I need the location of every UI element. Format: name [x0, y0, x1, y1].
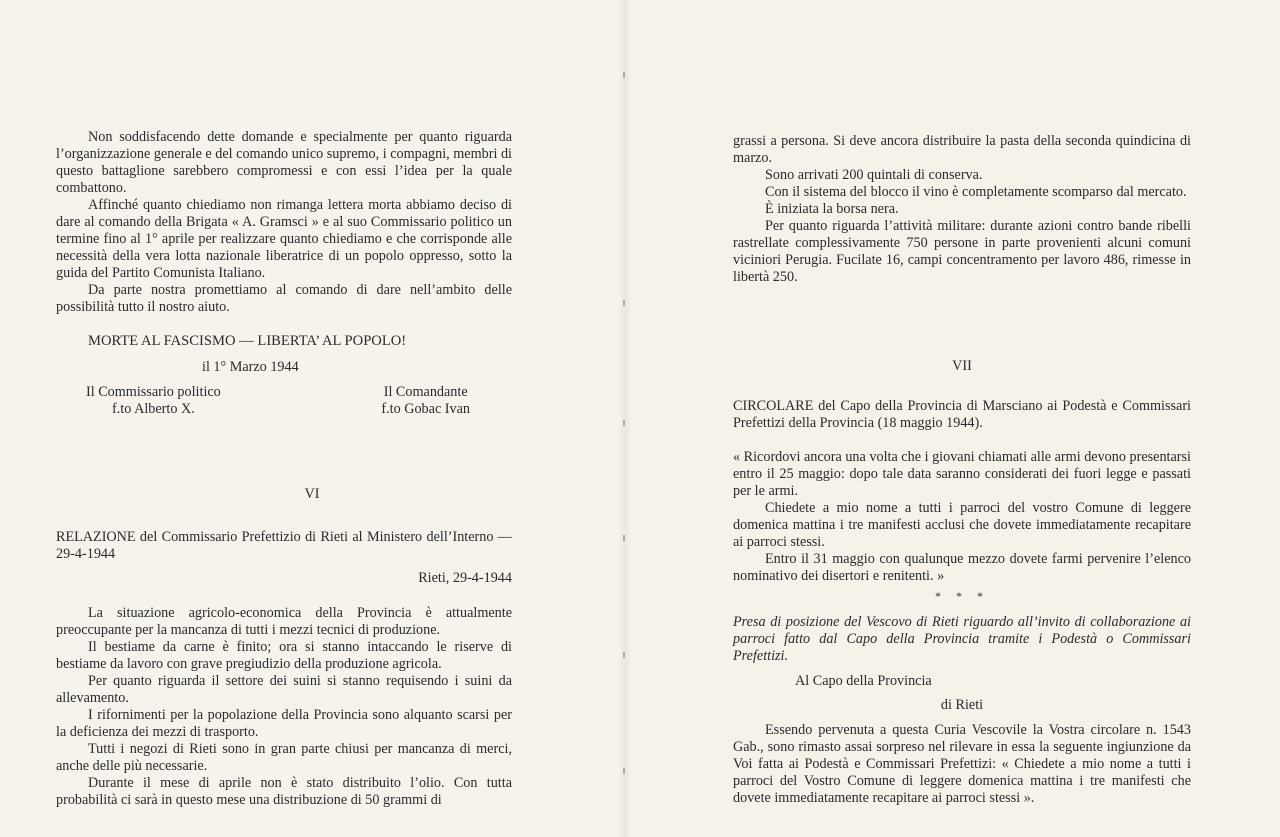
- section-heading: RELAZIONE del Commissario Prefettizio di Rieti al Ministero dell’Interno — 29-4-1944: [56, 529, 512, 562]
- scan-mark: [623, 300, 625, 306]
- motto: MORTE AL FASCISMO — LIBERTA’ AL POPOLO!: [88, 333, 407, 349]
- section-heading: CIRCOLARE del Capo della Provincia di Marsciano ai Podestà e Commissari Prefettizi della Provincia (18 maggio 1944).: [733, 398, 1191, 431]
- paragraph: È iniziata la borsa nera.: [765, 201, 899, 217]
- paragraph: Da parte nostra promettiamo al comando di dare nell’ambito delle possibilità tutto il nostro aiuto.: [56, 282, 512, 315]
- signatures: [56, 384, 512, 418]
- letter-date: il 1° Marzo 1944: [202, 359, 299, 375]
- quoted-paragraph: « Ricordovi ancora una volta che i giovani chiamati alle armi devono presentarsi entro il 25 maggio: dopo tale data saranno considerati dei fuori legge e passati per le armi.: [733, 449, 1191, 499]
- section-number: VI: [304, 486, 320, 502]
- paragraph: Per quanto riguarda il settore dei suini si stanno requisendo i suini da allevamento.: [56, 673, 512, 706]
- scan-mark: [623, 72, 625, 78]
- scan-mark: [623, 535, 625, 541]
- signature-title: Il Commissario politico: [86, 384, 221, 400]
- quoted-paragraph: Entro il 31 maggio con qualunque mezzo dovete farmi pervenire l’elenco nominativo dei disertori e renitenti. »: [733, 551, 1191, 584]
- section-number: VII: [952, 358, 972, 374]
- paragraph: Con il sistema del blocco il vino è completamente scomparso dal mercato.: [765, 184, 1187, 200]
- addressee-city: di Rieti: [940, 697, 984, 713]
- paragraph: Durante il mese di aprile non è stato distribuito l’olio. Con tutta probabilità ci sarà in questo mese una distribuzione di 50 grammi di: [56, 775, 512, 808]
- signature-title: Il Comandante: [383, 384, 468, 400]
- place-date: Rieti, 29-4-1944: [418, 570, 512, 586]
- paragraph: I rifornimenti per la popolazione della Provincia sono alquanto scarsi per la deficienza dei mezzi di trasporto.: [56, 707, 512, 740]
- paragraph: Essendo pervenuta a questa Curia Vescovile la Vostra circolare n. 1543 Gab., sono rimasto assai sorpreso nel rilevare in essa la seguente ingiunzione da Voi fatta ai Podestà e Commissari Prefettizi: « Chiedete a mio nome a tutti i parroci del Vostro Comune di leggere domenica mattina i tre manifesti che dovete immediatamente recapitare ai parroci stessi ».: [733, 722, 1191, 806]
- paragraph: La situazione agricolo-economica della Provincia è attualmente preoccupante per la mancanza di tutti i mezzi tecnici di produzione.: [56, 605, 512, 638]
- scan-mark: [623, 652, 625, 658]
- paragraph: Tutti i negozi di Rieti sono in gran parte chiusi per mancanza di merci, anche delle più necessarie.: [56, 741, 512, 774]
- right-text-column: [733, 133, 1191, 807]
- paragraph: Per quanto riguarda l’attività militare: durante azioni contro bande ribelli rastrellate complessivamente 750 persone in parte provenienti alcuni comuni viciniori Perugia. Fucilate 16, campi concentramento per lavoro 486, rimesse in libertà 250.: [733, 218, 1191, 285]
- quoted-paragraph: Chiedete a mio nome a tutti i parroci del vostro Comune di leggere domenica mattina i tre manifesti acclusi che dovete immediatamente recapitare ai parroci stessi.: [733, 500, 1191, 550]
- book-gutter: [618, 0, 632, 837]
- scan-mark: [623, 420, 625, 426]
- scan-mark: [623, 768, 625, 774]
- right-page: [640, 0, 1280, 837]
- signature-commissar: [86, 384, 221, 418]
- signature-name: f.to Alberto X.: [112, 401, 195, 417]
- paragraph: Sono arrivati 200 quintali di conserva.: [765, 167, 983, 183]
- paragraph: Non soddisfacendo dette domande e specialmente per quanto riguarda l’organizzazione generale e del comando unico supremo, i compagni, membri di questo battaglione sarebbero compromessi e con essi l’idea per la quale combattono.: [56, 129, 512, 196]
- italic-note: Presa di posizione del Vescovo di Rieti riguardo all’invito di collaborazione ai parroci fatto dal Capo della Provincia tramite i Podestà o Commissari Prefettizi.: [733, 614, 1191, 664]
- paragraph: grassi a persona. Si deve ancora distribuire la pasta della seconda quindicina di marzo.: [733, 133, 1191, 166]
- paragraph: Affinché quanto chiediamo non rimanga lettera morta abbiamo deciso di dare al comando della Brigata « A. Gramsci » e al suo Commissario politico un termine fino al 1° aprile per realizzare quanto chiediamo e che corrisponde alle necessità della vera lotta nazionale liberatrice di un popolo oppresso, sotto la guida del Partito Comunista Italiano.: [56, 197, 512, 281]
- signature-commander: [381, 384, 470, 418]
- signature-name: f.to Gobac Ivan: [381, 401, 470, 417]
- addressee: Al Capo della Provincia: [795, 673, 932, 689]
- separator-stars: * * *: [935, 589, 989, 603]
- left-text-column: [56, 129, 512, 809]
- paragraph: Il bestiame da carne è finito; ora si stanno intaccando le riserve di bestiame da lavoro con grave pregiudizio della produzione agricola.: [56, 639, 512, 672]
